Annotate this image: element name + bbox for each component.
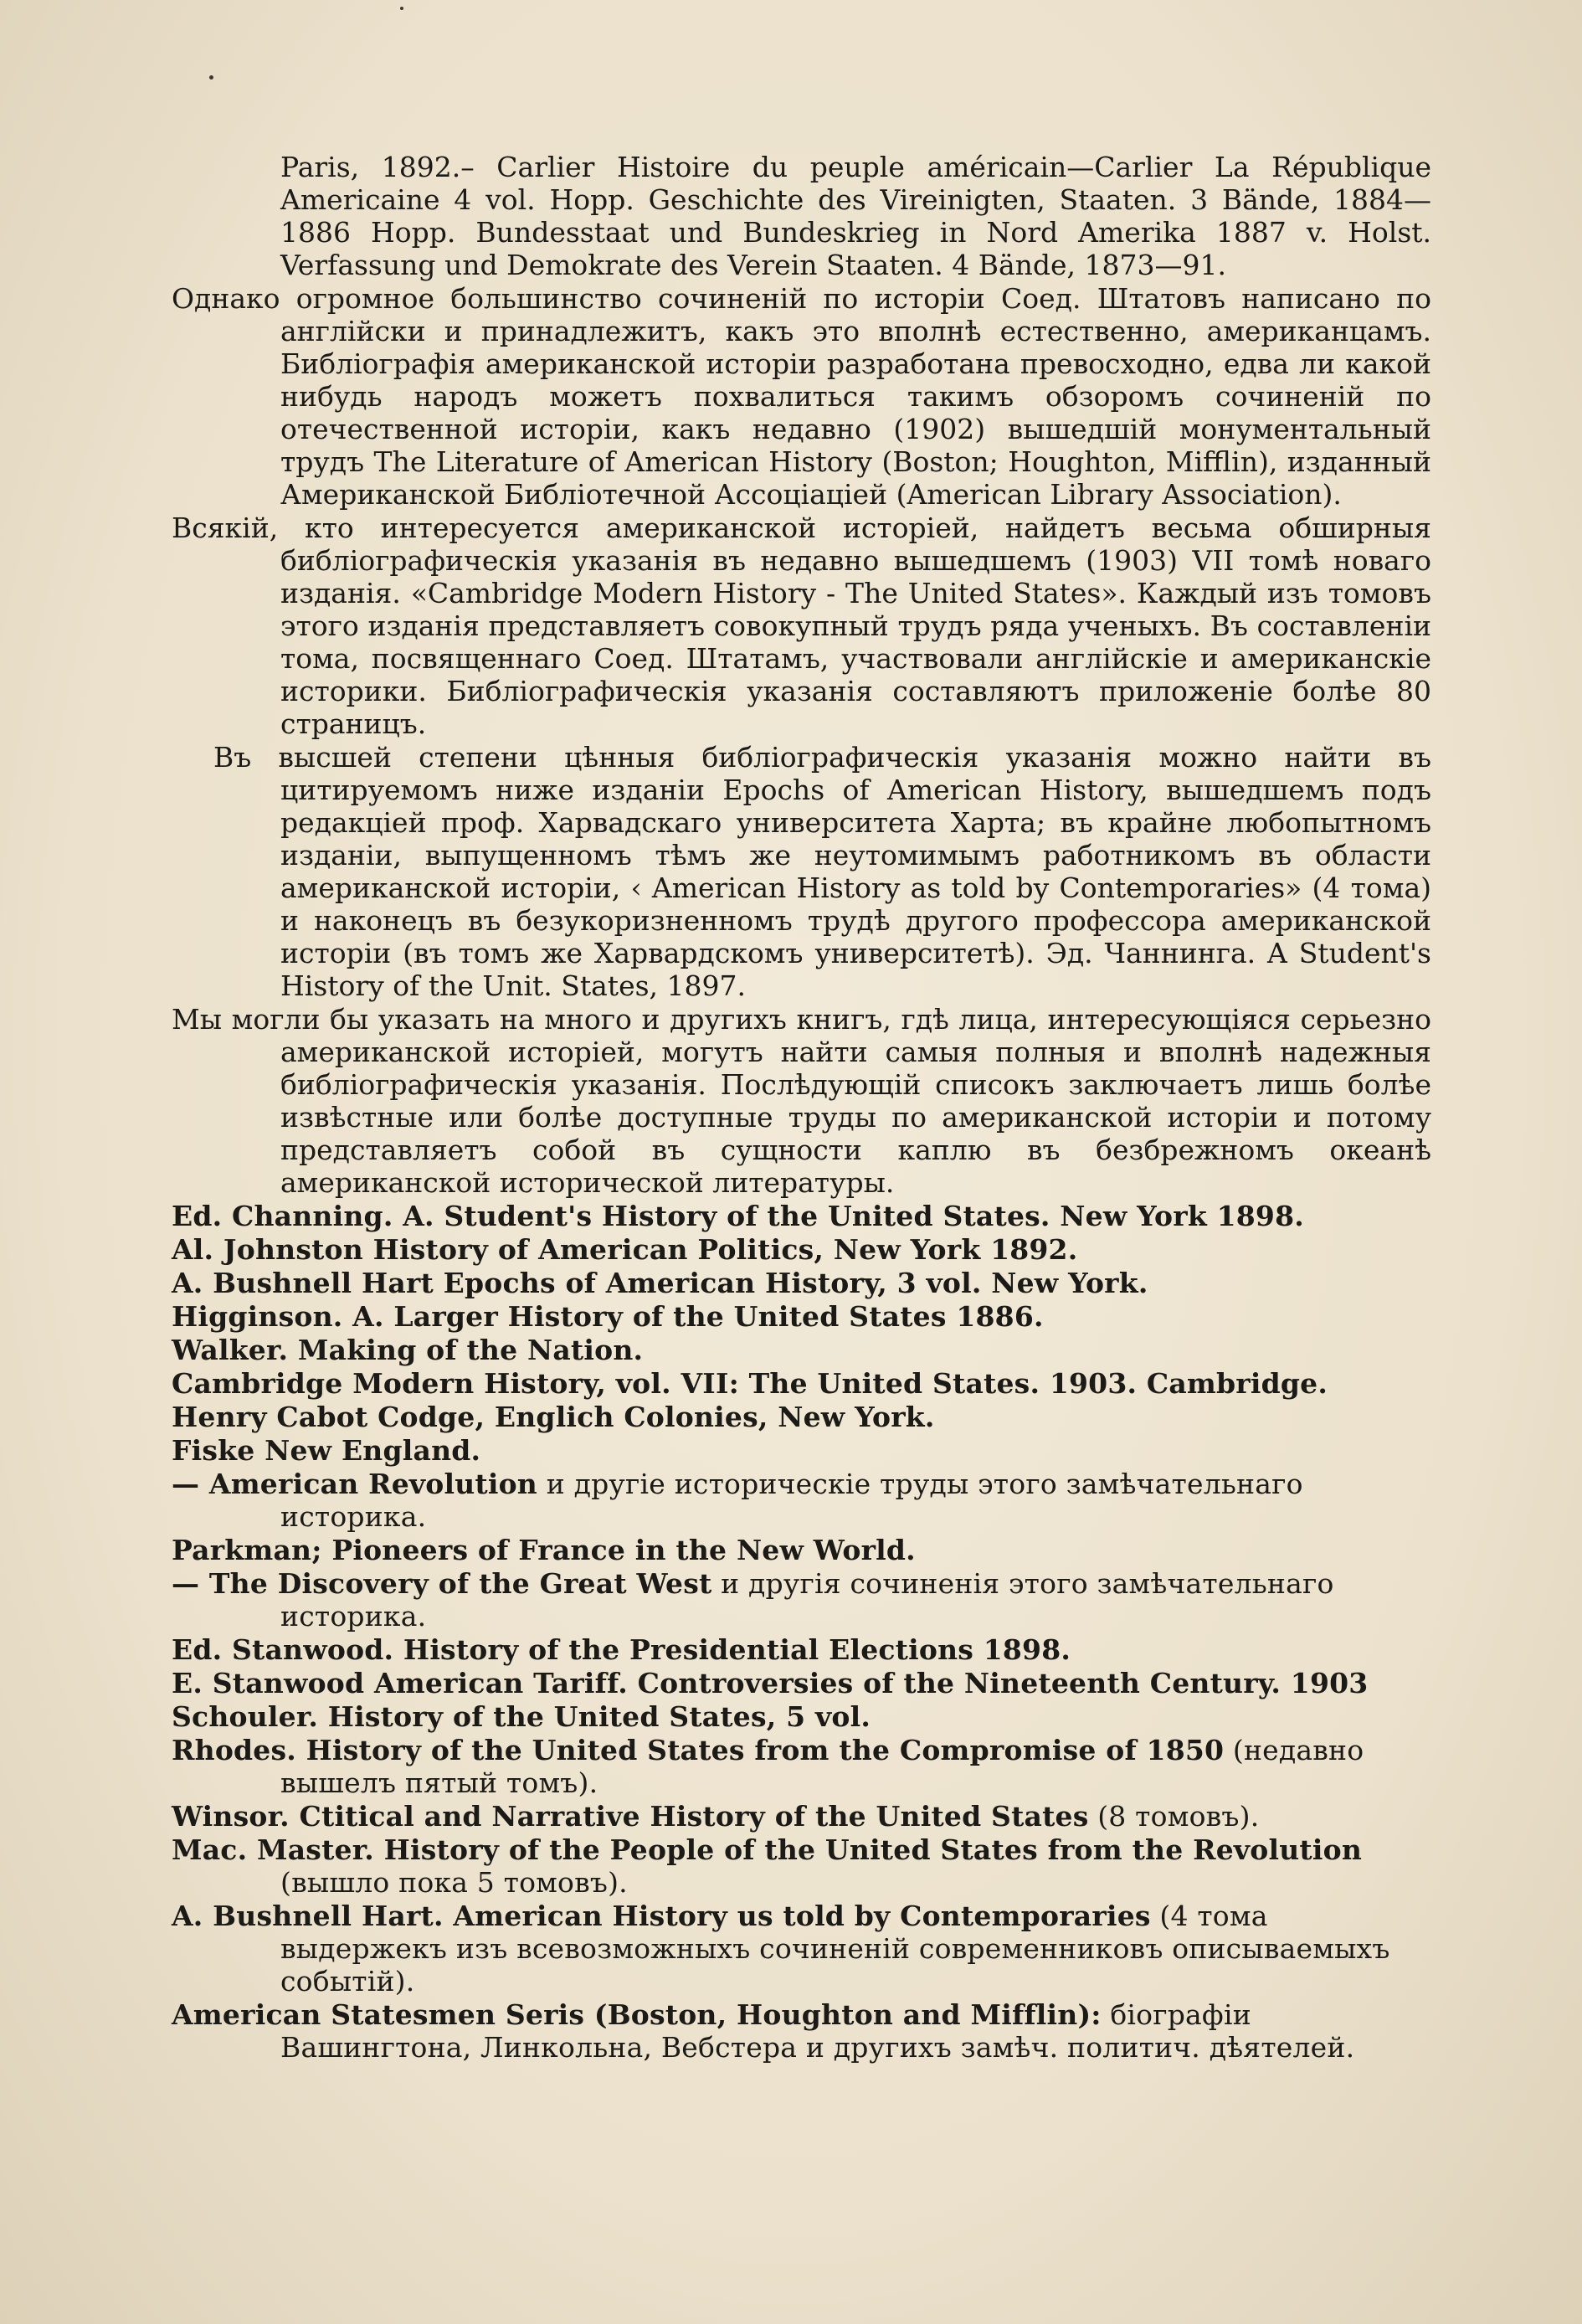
bib-note: (вышло пока 5 томовъ).	[280, 1866, 628, 1899]
bib-note: (8 томовъ).	[1088, 1800, 1260, 1833]
bib-entry	[172, 1734, 1431, 1799]
bib-title: Cambridge Modern History, vol. VII: The United States. 1903. Cambridge.	[172, 1367, 1328, 1400]
bib-title: Rhodes. History of the United States from the Compromise of 1850	[172, 1734, 1225, 1766]
bib-entry	[172, 1998, 1431, 2064]
bib-entry	[172, 1633, 1431, 1666]
bib-note: и другіе историческіе труды этого замѣчательнаго историка.	[280, 1468, 1303, 1533]
paragraph-epochs: Въ высшей степени цѣнныя библіографическія указанія можно найти въ цитируемомъ ниже изданіи Epochs of American History, вышедшемъ подъ редакціей проф. Харвадскаго университета Харта; въ крайне любопытномъ изданіи, выпущенномъ тѣмъ же неутомимымъ работникомъ въ области американской исторіи, ‹ American History as told by Contemporaries» (4 тома) и наконецъ въ безукоризненномъ трудѣ другого профессора американской исторіи (въ томъ же Харвардскомъ университетѣ). Эд. Чаннинга. A Student's History of the Unit. States, 1897.	[213, 741, 1431, 1002]
bib-entry	[172, 1334, 1431, 1366]
bib-entry	[172, 1267, 1431, 1299]
bib-entry	[172, 1534, 1431, 1566]
bib-note: (недавно вышелъ пятый томъ).	[280, 1734, 1364, 1799]
bib-entry	[172, 1833, 1431, 1899]
bib-entry	[172, 1434, 1431, 1467]
bib-entry	[172, 1700, 1431, 1733]
bib-entry	[172, 1300, 1431, 1333]
bib-title: Winsor. Ctitical and Narrative History of the United States	[172, 1800, 1089, 1833]
bib-title: Parkman; Pioneers of France in the New World.	[172, 1534, 916, 1566]
bib-title: Mac. Master. History of the People of the United States from the Revolution	[172, 1833, 1363, 1866]
bib-entry	[172, 1900, 1431, 1998]
bib-entry	[172, 1401, 1431, 1433]
paragraph-cambridge-history: Всякій, кто интересуется американской исторіей, найдетъ весьма обширныя библіографическія указанія въ недавно вышедшемъ (1903) VII томѣ новаго изданія. «Cambridge Modern History - The United States». Каждый изъ томовъ этого изданія представляетъ совокупный трудъ ряда ученыхъ. Въ составленіи тома, посвященнаго Соед. Штатамъ, участвовали англійскіе и американскіе историки. Библіографическія указанія составляютъ приложеніе болѣе 80 страницъ.	[172, 512, 1431, 740]
bib-title: Henry Cabot Codge, Englich Colonies, New York.	[172, 1401, 935, 1433]
bib-title: A. Bushnell Hart. American History us told by Contemporaries	[172, 1900, 1151, 1932]
bib-title: — The Discovery of the Great West	[172, 1567, 712, 1600]
bib-entry	[172, 1667, 1431, 1699]
bib-title: Schouler. History of the United States, 5 vol.	[172, 1700, 871, 1733]
bib-title: Ed. Channing. A. Student's History of the United States. New York 1898.	[172, 1200, 1304, 1232]
bib-note: и другія сочиненія этого замѣчательнаго историка.	[280, 1567, 1334, 1632]
bibliography-list	[172, 1200, 1431, 2064]
bib-note: (4 тома выдержекъ изъ всевозможныхъ сочиненій современниковъ описываемыхъ событій).	[280, 1900, 1390, 1998]
bib-title: Ed. Stanwood. History of the Presidential Elections 1898.	[172, 1633, 1071, 1666]
paragraph-references-continued: Paris, 1892.– Carlier Histoire du peuple américain—Carlier La République Americaine 4 vol. Hopp. Geschichte des Vireinigten, Staaten. 3 Bände, 1884—1886 Hopp. Bundesstaat und Bundeskrieg in Nord Amerika 1887 v. Holst. Verfassung und Demokrate des Verein Staaten. 4 Bände, 1873—91.	[280, 151, 1431, 281]
bib-title: Walker. Making of the Nation.	[172, 1334, 644, 1366]
bib-entry	[172, 1567, 1431, 1632]
bib-title: American Statesmen Seris (Boston, Houghton and Mifflin):	[172, 1998, 1102, 2031]
page-body	[172, 151, 1431, 2064]
paragraph-list-intro: Мы могли бы указать на много и другихъ книгъ, гдѣ лица, интересующіяся серьезно американской исторіей, могутъ найти самыя полныя и вполнѣ надежныя библіографическія указанія. Послѣдующій списокъ заключаетъ лишь болѣе извѣстные или болѣе доступные труды по американской исторіи и потому представляетъ собой въ сущности каплю въ безбрежномъ океанѣ американской исторической литературы.	[172, 1003, 1431, 1199]
bib-entry	[172, 1367, 1431, 1400]
bib-title: Al. Johnston History of American Politics, New York 1892.	[172, 1233, 1078, 1266]
bib-title: — American Revolution	[172, 1468, 538, 1500]
bib-entry	[172, 1468, 1431, 1533]
paragraph-american-bibliography: Однако огромное большинство сочиненій по исторіи Соед. Штатовъ написано по англійски и принадлежитъ, какъ это вполнѣ естественно, американцамъ. Библіографія американской исторіи разработана превосходно, едва ли какой нибудь народъ можетъ похвалиться такимъ обзоромъ сочиненій по отечественной исторіи, какъ недавно (1902) вышедшій монументальный трудъ The Literature of American History (Boston; Houghton, Mifflin), изданный Американской Библіотечной Ассоціаціей (American Library Association).	[172, 282, 1431, 511]
paper-speck	[400, 7, 403, 10]
bib-title: A. Bushnell Hart Epochs of American History, 3 vol. New York.	[172, 1267, 1148, 1299]
bib-entry	[172, 1800, 1431, 1833]
bib-entry	[172, 1200, 1431, 1232]
bib-title: Higginson. A. Larger History of the United States 1886.	[172, 1300, 1044, 1333]
bib-title: E. Stanwood American Tariff. Controversies of the Nineteenth Century. 1903	[172, 1667, 1369, 1699]
bib-note: біографіи Вашингтона, Линкольна, Вебстера и другихъ замѣч. политич. дѣятелей.	[280, 1998, 1355, 2064]
bib-title: Fiske New England.	[172, 1434, 481, 1467]
paper-speck	[209, 75, 213, 80]
bib-entry	[172, 1233, 1431, 1266]
